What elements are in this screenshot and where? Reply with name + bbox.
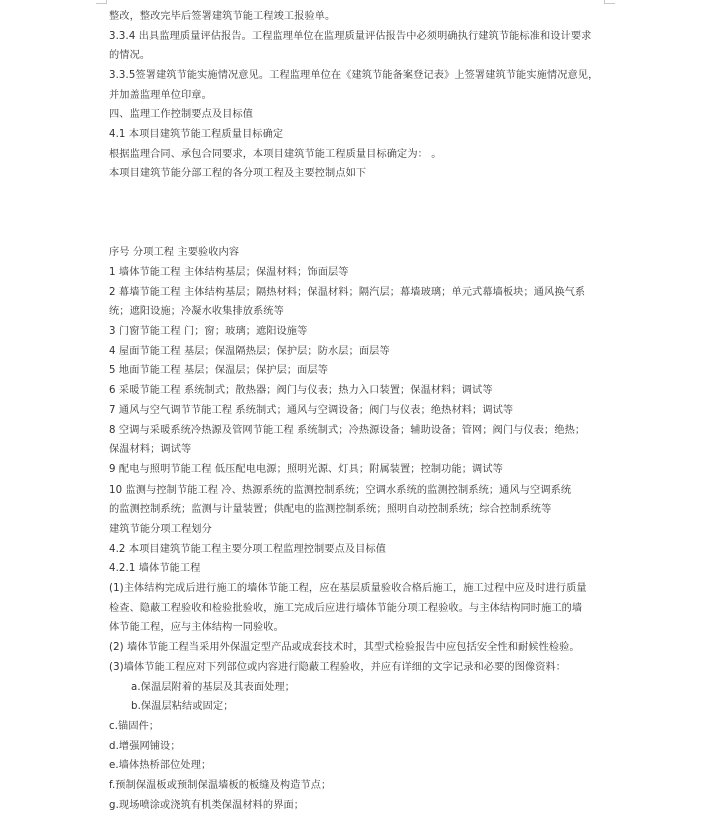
text-line: 检查、隐蔽工程验收和检验批验收，施工完成后应进行墙体节能分项工程验收。与主体结构同时施工的墙 — [109, 603, 583, 614]
list-item: a.保温层附着的基层及其表面处理； — [131, 682, 295, 693]
text-line: 根据监理合同、承包合同要求，本项目建筑节能工程质量目标确定为： 。 — [109, 149, 442, 160]
table-row-line: 统；遮阳设施；冷凝水收集排放系统等 — [109, 306, 284, 317]
table-row-line: 6 采暖节能工程 系统制式；散热器；阀门与仪表；热力入口装置；保温材料；调试等 — [109, 385, 493, 396]
text-line: 整改，整改完毕后签署建筑节能工程竣工报验单。 — [109, 11, 336, 22]
text-line: (2) 墙体节能工程当采用外保温定型产品或成套技术时，其型式检验报告中应包括安全性和耐候性检验。 — [109, 642, 580, 653]
text-line: (3)墙体节能工程应对下列部位或内容进行隐蔽工程验收，并应有详细的文字记录和必要的图像资料： — [109, 662, 567, 673]
list-item: e.墙体热桥部位处理； — [109, 760, 212, 771]
list-item: c.锚固件； — [109, 721, 160, 732]
text-line: 3.3.4 出具监理质量评估报告。工程监理单位在监理质量评估报告中必须明确执行建筑节能标准和设计要求 — [109, 31, 592, 42]
text-line: (1)主体结构完成后进行施工的墙体节能工程，应在基层质量验收合格后施工，施工过程中应及时进行质量 — [109, 583, 587, 594]
table-row-line: 的监测控制系统；监测与计量装置；供配电的监测控制系统；照明自动控制系统；综合控制系统等 — [109, 504, 552, 515]
table-row-line: 2 幕墙节能工程 主体结构基层；隔热材料；保温材料；隔汽层；幕墙玻璃；单元式幕墙板块；通风换气系 — [109, 287, 586, 298]
section-heading: 四、监理工作控制要点及目标值 — [109, 109, 254, 120]
text-line: 本项目建筑节能分部工程的各分项工程及主要控制点如下 — [109, 168, 367, 179]
text-line: 并加盖监理单位印章。 — [109, 90, 212, 101]
subsection-heading: 4.2.1 墙体节能工程 — [109, 563, 201, 574]
table-row-line: 7 通风与空气调节节能工程 系统制式；通风与空调设备；阀门与仪表；绝热材料；调试等 — [109, 405, 514, 416]
table-header-line: 序号 分项工程 主要验收内容 — [109, 247, 240, 258]
text-line: 3.3.5签署建筑节能实施情况意见。工程监理单位在《建筑节能备案登记表》上签署建筑节能实施情况意见， — [109, 70, 599, 81]
subsection-heading: 4.1 本项目建筑节能工程质量目标确定 — [109, 129, 284, 140]
table-row-line: 3 门窗节能工程 门；窗；玻璃；遮阳设施等 — [109, 326, 308, 337]
list-item: d.增强网铺设； — [109, 741, 181, 752]
subsection-heading: 4.2 本项目建筑节能工程主要分项工程监理控制要点及目标值 — [109, 544, 387, 555]
table-row-line: 4 屋面节能工程 基层；保温隔热层；保护层；防水层；面层等 — [109, 346, 390, 357]
table-row-line: 10 监测与控制节能工程 冷、热源系统的监测控制系统；空调水系统的监测控制系统；通风与空调系统 — [109, 485, 572, 496]
text-line: 的情况。 — [109, 50, 151, 61]
text-line: 体节能工程，应与主体结构一同验收。 — [109, 622, 284, 633]
table-row-line: 保温材料；调试等 — [109, 444, 192, 455]
table-row-line: 8 空调与采暖系统冷热源及管网节能工程 系统制式；冷热源设备；辅助设备；管网；阀门与仪表；绝热； — [109, 425, 586, 436]
page-corner-mark-right — [604, 0, 615, 4]
table-row-line: 9 配电与照明节能工程 低压配电电源；照明光源、灯具；附属装置；控制功能；调试等 — [109, 464, 503, 475]
list-item: b.保温层粘结或固定； — [131, 701, 234, 712]
list-item: f.预制保温板或预制保温墙板的板缝及构造节点； — [109, 780, 332, 791]
page-corner-mark-left — [96, 0, 107, 4]
table-row-line: 1 墙体节能工程 主体结构基层；保温材料；饰面层等 — [109, 267, 349, 278]
table-row-line: 5 地面节能工程 基层；保温层；保护层；面层等 — [109, 365, 329, 376]
table-caption: 建筑节能分项工程划分 — [109, 524, 212, 535]
list-item: g.现场喷涂或浇筑有机类保温材料的界面； — [109, 800, 305, 811]
